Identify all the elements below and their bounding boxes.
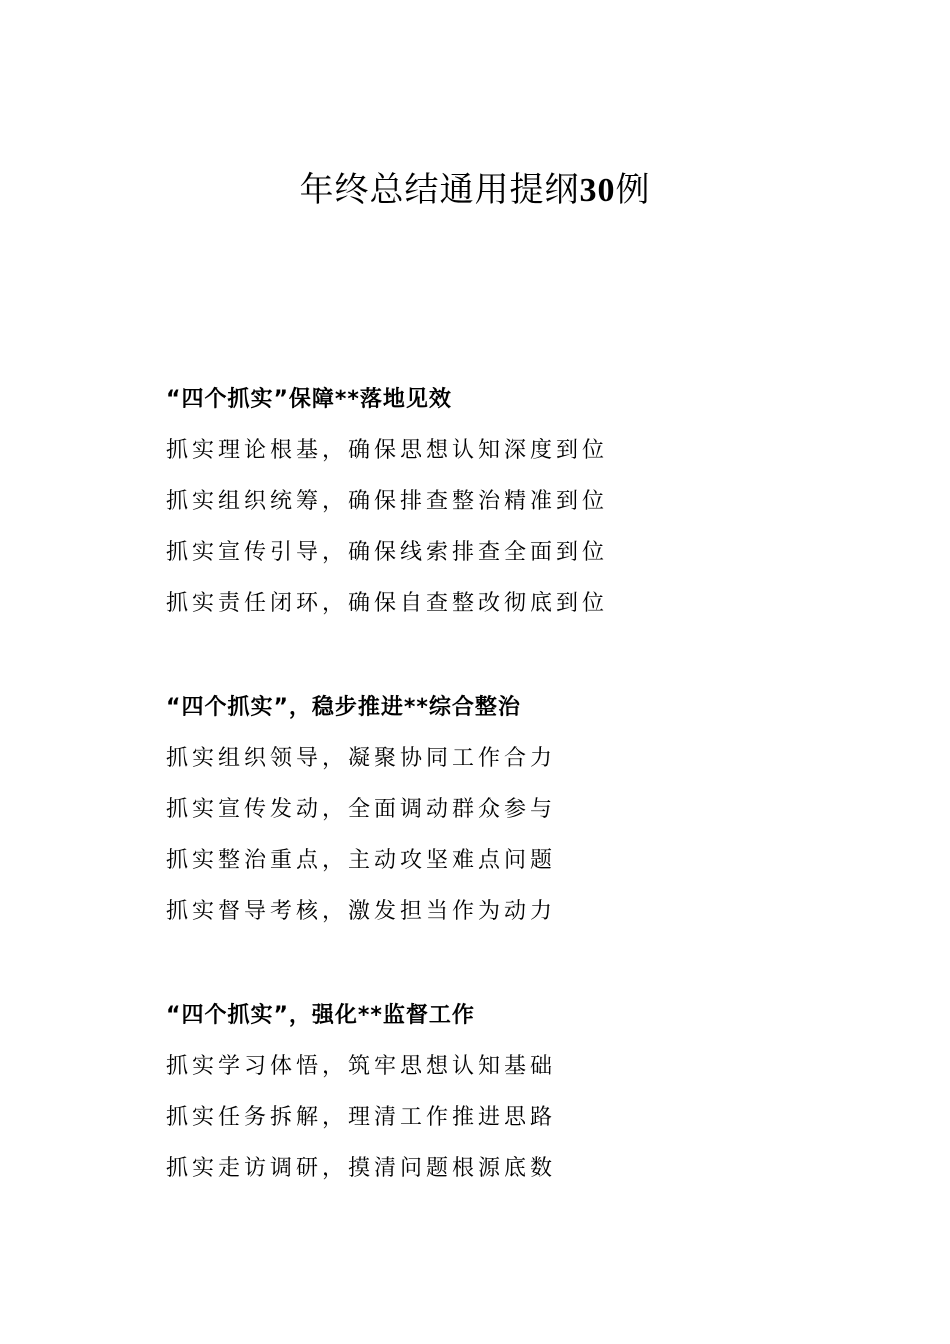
outline-item: 抓实任务拆解，理清工作推进思路 bbox=[166, 1105, 557, 1130]
title-suffix: 例 bbox=[615, 170, 651, 210]
outline-item: 抓实组织领导，凝聚协同工作合力 bbox=[166, 746, 557, 771]
outline-item: 抓实理论根基，确保思想认知深度到位 bbox=[166, 438, 609, 463]
section-heading: “四个抓实”，稳步推进**综合整治 bbox=[166, 695, 521, 720]
section-heading: “四个抓实”，强化**监督工作 bbox=[166, 1003, 475, 1028]
outline-item: 抓实宣传发动，全面调动群众参与 bbox=[166, 797, 557, 822]
outline-section-2 bbox=[166, 692, 866, 947]
document-title bbox=[0, 166, 950, 215]
outline-item: 抓实整治重点，主动攻坚难点问题 bbox=[166, 848, 557, 873]
outline-item: 抓实学习体悟，筑牢思想认知基础 bbox=[166, 1054, 557, 1079]
outline-section-3 bbox=[166, 1000, 866, 1204]
outline-item: 抓实责任闭环，确保自查整改彻底到位 bbox=[166, 591, 609, 616]
outline-item: 抓实宣传引导，确保线索排查全面到位 bbox=[166, 540, 609, 565]
outline-item: 抓实督导考核，激发担当作为动力 bbox=[166, 899, 557, 924]
outline-item: 抓实组织统筹，确保排查整治精准到位 bbox=[166, 489, 609, 514]
outline-section-1 bbox=[166, 384, 866, 639]
section-heading: “四个抓实”保障**落地见效 bbox=[166, 387, 452, 412]
title-number: 30 bbox=[579, 172, 616, 209]
outline-item: 抓实走访调研，摸清问题根源底数 bbox=[166, 1156, 557, 1181]
title-text: 年终总结通用提纲 bbox=[299, 170, 580, 210]
